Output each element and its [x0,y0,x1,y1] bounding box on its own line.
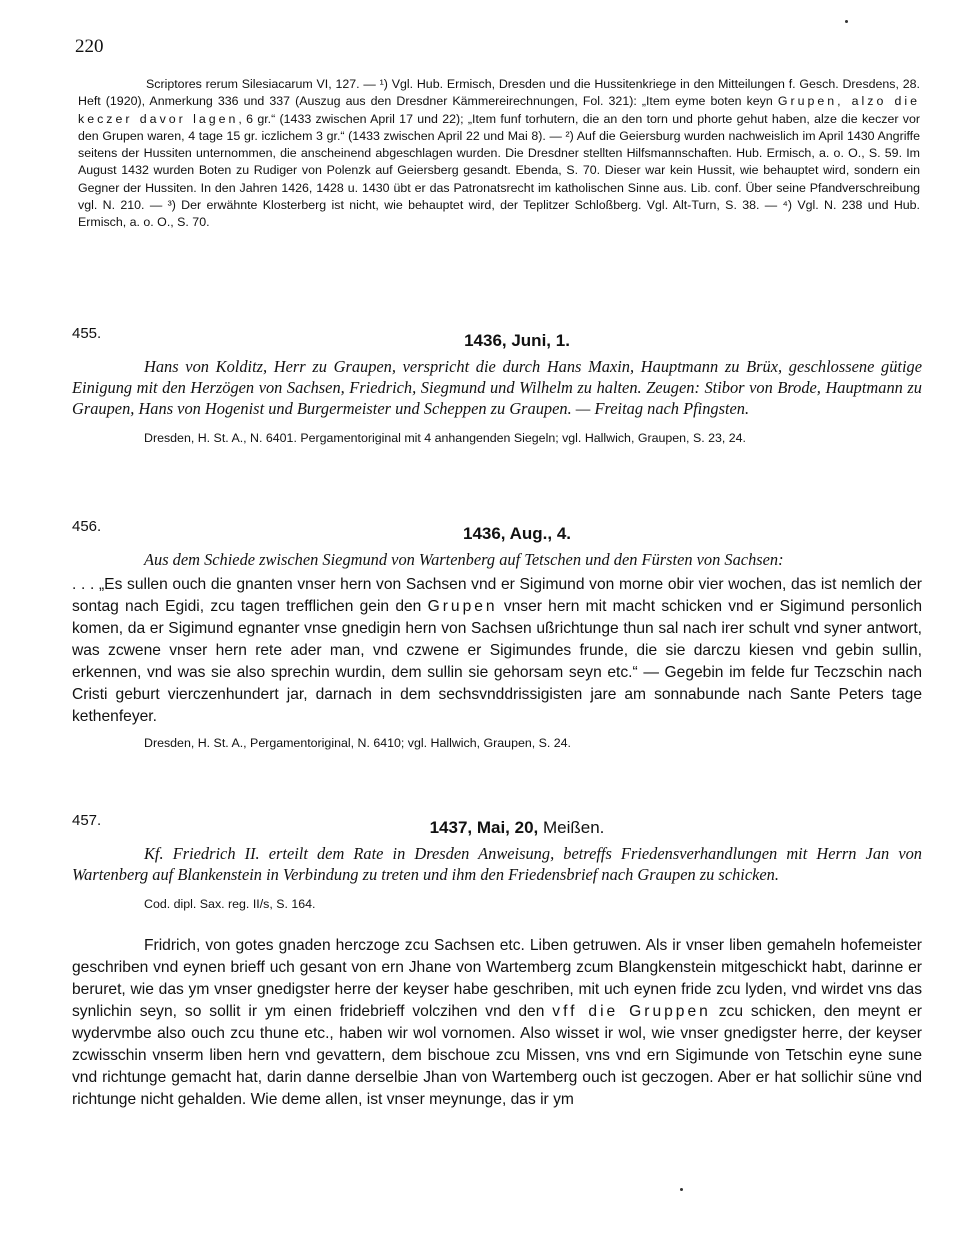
footnotes [78,76,920,232]
document-date: 1436, Aug., 4. [462,524,572,543]
document-place: Meißen. [543,818,605,837]
speck-mark [845,20,848,23]
document-number: 457. [72,812,102,829]
document-text: . . . „Es sullen ouch die gnanten vnser hern von Sachsen vnd er Sigimund von morne obir vier wochen, das ist nemlich der sontag nach Egidi, zcu tagen trefflichen gein den Grupen vnser hern mit macht schicken vnd er Sigimund personlich komen, da er Sigimund egnanter vnse gnedigin hern von Sachsen ußrichtunge thun sal nach irer schult vnd syner antwort, was zcwene vnser hern rete ader man, vnd czwene er Sigimundes frunde, die sie darczu kiesen vnd gebin sullin, erkennen, vnd was sie also sprechin wurdin, dem sullin sie gehorsam seyn etc.“ — Gegebin im felde fur Teczschin nach Cristi geburt vierczenhundert jar, darnach in dem sechsvnddrissigisten jare am sonnabunde nach Sante Peters tage kethenfeyer. [72,576,922,725]
document-text: Fridrich, von gotes gnaden herczoge zcu Sachsen etc. Liben getruwen. Als ir vnser liben gemaheln hofemeister geschriben vnd eynen brieff uch gesant von ern Jhane von Wartemberg zcum Blangkenstein mitgeschickt habt, darinne er beruret, wie das ym vnser gnedigster herre der keyser habe geschriben, mit uch eynen fride zcu lyden, vnd wirdet vns das synlichin seyn, so sollit ir ym einen fridebrieff volczihen vnd den vff die Gruppen zcu schicken, den meynt er wydervmbe also ouch zcu thune etc., haben wir wol vornomen. Also wisset ir wol, wie vnser gnedigster herre, der keyser zcwisschin vnserm liben hern vnd gevattern, dem bischoue zcu Missen, vns vnd ern Sigimunde von Tetschin eyne sune vnd richtunge gemacht hat, darin danne derselbie Jhan von Wartemberg ouch ist geczogen. Aber er hat sollichir süne vnd richtunge nicht gehalden. Wie deme allen, ist vnser meynunge, das ir ym [72,937,923,1108]
document-number: 455. [72,325,102,342]
footnote-text: Scriptores rerum Silesiacarum VI, 127. — ¹) Vgl. Hub. Ermisch, Dresden und die Hussitenkriege in den Mitteilungen f. Gesch. Dresdens, 28. Heft (1920), Anmerkung 336 und 337 (Auszug aus den Dresdner Kämmereirechnungen, Fol. 321): „Item eyme boten keyn Grupen, alzo die keczer davor lagen, 6 gr.“ (1433 zwischen April 17 und 22); „Item funf torhutern, die an den torn und phorte gehut haben, alze die keczer vor den Grupen waren, 4 tage 15 gr. iczlichem 3 gr.“ (1433 zwischen April 22 und Mai 8). — ²) Auf die Geiersburg wurden nachweislich im April 1430 Angriffe seitens der Hussiten unternommen, die anscheinend abgeschlagen wurden. Die Dresdner stellten Hilfsmannschaften. Hub. Ermisch, a. o. O., S. 59. Im August 1432 wurden Boten zu Rudiger von Polenzk auf Geiersberg gesandt. Ebenda, S. 70. Dieser war kein Hussit, wie behauptet wird, sondern ein Gegner der Hussiten. In den Jahren 1426, 1428 u. 1430 übt er das Patronatsrecht im katholischen Sinne aus. Lib. conf. Über seine Pfandverschreibung vgl. N. 210. — ³) Der erwähnte Klosterberg ist nicht, wie behauptet wird, der Teplitzer Schloßberg. Vgl. Alt-Turn, S. 38. — ⁴) Vgl. N. 238 und Hub. Ermisch, a. o. O., S. 70. [78,77,920,230]
speck-mark [680,1188,683,1191]
document-456 [72,518,922,750]
document-455 [72,325,922,445]
document-regest: Hans von Kolditz, Herr zu Graupen, verspricht die durch Hans Maxin, Hauptmann zu Brüx, geschlossene gütige Einigung mit den Herzögen von Sachsen, Friedrich, Siegmund und Wilhelm zu halten. Zeugen: Stibor von Brode, Hauptmann zu Graupen, Hans von Hogenist und Burgermeister und Scheppen zu Graupen. — Freitag nach Pfingsten. [72,357,922,418]
document-date: 1437, Mai, 20, Meißen. [429,818,605,837]
document-number: 456. [72,518,102,535]
document-regest: Aus dem Schiede zwischen Siegmund von Wartenberg auf Tetschen und den Fürsten von Sachsen: [144,550,784,569]
page-number: 220 [75,36,104,57]
document-457 [72,812,922,1111]
document-source: Dresden, H. St. A., N. 6401. Pergamentoriginal mit 4 anhangenden Siegeln; vgl. Hallwich, Graupen, S. 23, 24. [144,431,746,445]
document-date: 1436, Juni, 1. [464,331,570,350]
document-regest: Kf. Friedrich II. erteilt dem Rate in Dresden Anweisung, betreffs Friedensverhandlungen mit Herrn Jan von Wartenberg auf Blankenstein in Verbindung zu treten und ihm den Friedensbrief nach Graupen zu schicken. [72,844,922,884]
document-source: Cod. dipl. Sax. reg. II/s, S. 164. [144,897,316,911]
document-source: Dresden, H. St. A., Pergamentoriginal, N. 6410; vgl. Hallwich, Graupen, S. 24. [144,736,571,750]
